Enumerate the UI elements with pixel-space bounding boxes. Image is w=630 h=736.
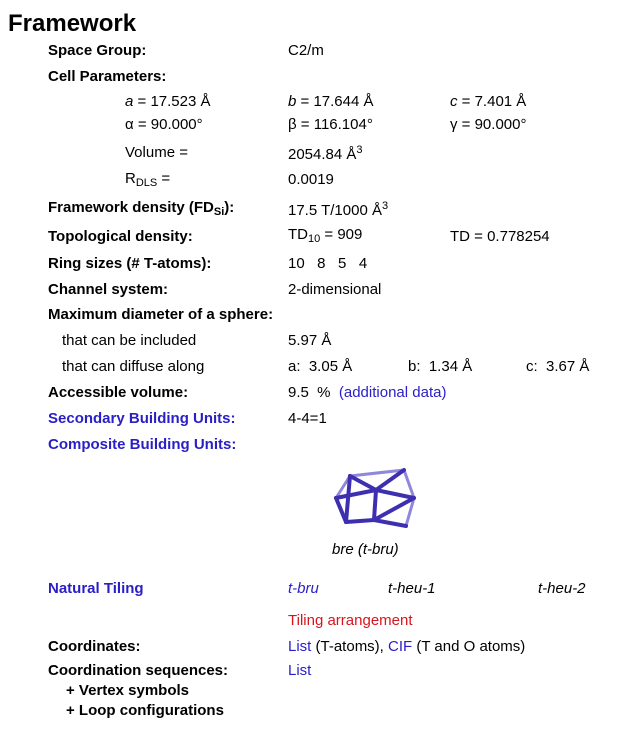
accessible-volume-value: 9.5 % (additional data) (288, 384, 447, 401)
ring-sizes-value: 10 8 5 4 (288, 255, 368, 272)
cbu-caption: bre (t-bru) (332, 541, 399, 558)
ring-sizes-label: Ring sizes (# T-atoms): (48, 255, 212, 272)
max-diameter-label: Maximum diameter of a sphere: (48, 306, 274, 323)
space-group-value: C2/m (288, 42, 324, 59)
rdls-label: $R_{DLS}$ = (125, 170, 171, 189)
rdls-value: 0.0019 (288, 171, 334, 188)
cell-c: c = 7.401 Å (450, 93, 527, 110)
cell-gamma: γ = 90.000° (450, 116, 527, 133)
additional-data-link[interactable]: (additional data) (338, 384, 447, 401)
sbu-value: 4-4=1 (288, 410, 327, 427)
secondary-building-units-link[interactable]: Secondary Building Units: (48, 410, 236, 427)
framework-density-value: 17.5 T/1000 $Å^3$ (288, 200, 389, 219)
cell-parameters-label: Cell Parameters: (48, 68, 167, 85)
included-label: that can be included (62, 332, 197, 349)
diffuse-b-value: b: 1.34 Å (408, 358, 473, 375)
framework-density-label: Framework density $(FD_{Si})$: (48, 199, 235, 218)
loop-configurations-label: + Loop configurations (66, 702, 224, 719)
channel-system-label: Channel system: (48, 281, 169, 298)
coordinates-cif-link[interactable]: CIF (388, 638, 413, 655)
coordinates-list-link[interactable]: List (288, 638, 312, 655)
topological-density-label: Topological density: (48, 228, 193, 245)
volume-label: Volume = (125, 144, 188, 161)
tiling-t-bru-link[interactable]: t-bru (288, 580, 319, 597)
tiling-arrangement-link[interactable]: Tiling arrangement (288, 612, 413, 629)
diffuse-label: that can diffuse along (62, 358, 205, 375)
cell-beta: β = 116.104° (288, 116, 373, 133)
cell-alpha: α = 90.000° (125, 116, 203, 133)
composite-building-units-link[interactable]: Composite Building Units: (48, 436, 237, 453)
bre-cage-icon[interactable] (316, 460, 426, 540)
tiling-t-heu-1: t-heu-1 (388, 580, 436, 597)
td-value: TD = 0.778254 (450, 228, 550, 245)
accessible-volume-label: Accessible volume: (48, 384, 189, 401)
coordinates-value: List (T-atoms), CIF (T and O atoms) (288, 638, 526, 655)
coordinates-label: Coordinates: (48, 638, 141, 655)
natural-tiling-label: Natural Tiling (48, 580, 144, 597)
vertex-symbols-label: + Vertex symbols (66, 682, 189, 699)
coordination-sequences-label: Coordination sequences: (48, 662, 229, 679)
tiling-t-heu-2: t-heu-2 (538, 580, 586, 597)
channel-system-value: 2-dimensional (288, 281, 382, 298)
space-group-label: Space Group: (48, 42, 147, 59)
cell-a: a = 17.523 Å (125, 93, 211, 110)
volume-value: 2054.84 $Å^3$ (288, 144, 363, 163)
diffuse-a-value: a: 3.05 Å (288, 358, 353, 375)
td10-value: $TD_{10} = 909$ (288, 226, 363, 245)
coordination-sequences-list-link[interactable]: List (288, 662, 312, 679)
included-value: 5.97 Å (288, 332, 332, 349)
diffuse-c-value: c: 3.67 Å (526, 358, 590, 375)
cell-b: b = 17.644 Å (288, 93, 374, 110)
page-title: Framework (8, 10, 137, 37)
